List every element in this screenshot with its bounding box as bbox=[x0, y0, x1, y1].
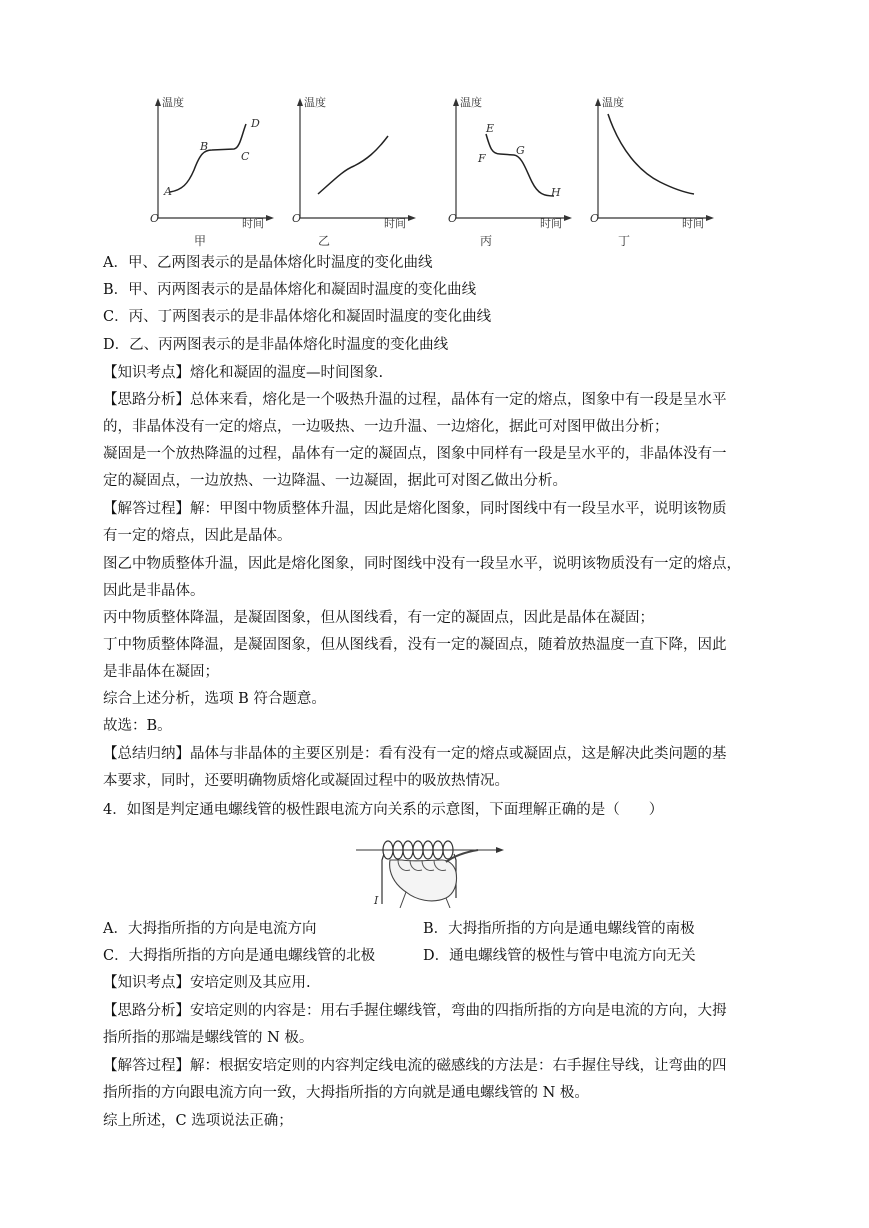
q3-summary-line-1: 【总结归纳】晶体与非晶体的主要区别是：看有没有一定的熔点或凝固点，这是解决此类问题的基 bbox=[103, 746, 727, 762]
graph-jia-point-a: A bbox=[164, 185, 172, 198]
q3-option-d: D．乙、丙两图表示的是非晶体熔化时温度的变化曲线 bbox=[103, 337, 449, 353]
graph-yi-caption: 乙 bbox=[318, 234, 331, 248]
graph-yi bbox=[292, 90, 422, 250]
graph-bing-origin: O bbox=[448, 212, 458, 225]
q3-solution-line-8: 综合上述分析，选项 B 符合题意。 bbox=[103, 691, 326, 707]
graph-ding-x-label: 时间 bbox=[682, 217, 704, 230]
graph-jia-point-c: C bbox=[241, 150, 250, 163]
current-label-bottom: I bbox=[374, 894, 379, 907]
q3-solution-line-2: 有一定的熔点，因此是晶体。 bbox=[103, 528, 292, 544]
q3-option-b: B．甲、丙两图表示的是晶体熔化和凝固时温度的变化曲线 bbox=[103, 282, 477, 298]
graph-ding-origin: O bbox=[590, 212, 600, 225]
graph-jia-caption: 甲 bbox=[194, 234, 207, 248]
q4-analysis-line-2: 指所指的那端是螺线管的 N 极。 bbox=[103, 1030, 314, 1046]
graph-jia-point-b: B bbox=[200, 140, 209, 153]
graph-bing-x-label: 时间 bbox=[540, 217, 562, 230]
q3-option-c: C．丙、丁两图表示的是非晶体熔化和凝固时温度的变化曲线 bbox=[103, 309, 492, 325]
graph-bing-y-label: 温度 bbox=[460, 96, 482, 109]
graph-ding-caption: 丁 bbox=[618, 234, 631, 248]
q3-solution-line-5: 丙中物质整体降温，是凝固图象，但从图线看，有一定的凝固点，因此是晶体在凝固； bbox=[103, 610, 654, 626]
graph-bing-point-h: H bbox=[551, 186, 561, 199]
graph-jia-x-label: 时间 bbox=[242, 217, 264, 230]
graph-jia-y-label: 温度 bbox=[162, 96, 184, 109]
q3-analysis-line-4: 定的凝固点，一边放热、一边降温、一边凝固，据此可对图乙做出分析。 bbox=[103, 473, 567, 489]
q3-solution-line-6: 丁中物质整体降温，是凝固图象，但从图线看，没有一定的凝固点，随着放热温度一直下降，因此 bbox=[103, 637, 727, 653]
q3-analysis-line-1: 【思路分析】总体来看，熔化是一个吸热升温的过程，晶体有一定的熔点，图象中有一段是呈水平 bbox=[103, 392, 727, 408]
q4-option-c: C．大拇指所指的方向是通电螺线管的北极 bbox=[103, 948, 376, 964]
q3-analysis-line-2: 的，非晶体没有一定的熔点，一边吸热、一边升温、一边熔化，据此可对图甲做出分析； bbox=[103, 419, 669, 435]
q4-solution-line-1: 【解答过程】解：根据安培定则的内容判定线电流的磁感线的方法是：右手握住导线，让弯曲的四 bbox=[103, 1058, 727, 1074]
graph-yi-x-label: 时间 bbox=[384, 217, 406, 230]
graph-bing-point-g: G bbox=[516, 144, 525, 157]
graph-jia-point-d: D bbox=[251, 117, 260, 130]
q3-analysis-line-3: 凝固是一个放热降温的过程，晶体有一定的凝固点，图象中同样有一段是呈水平的，非晶体没有一 bbox=[103, 446, 727, 462]
q3-answer: 故选：B。 bbox=[103, 718, 172, 734]
graph-bing bbox=[448, 90, 578, 250]
solenoid-hand-figure bbox=[354, 838, 508, 908]
graph-bing-point-e: E bbox=[486, 122, 495, 135]
q4-solution-line-3: 综上所述，C 选项说法正确； bbox=[103, 1113, 293, 1129]
graph-jia bbox=[150, 90, 280, 250]
q3-option-a: A．甲、乙两图表示的是晶体熔化时温度的变化曲线 bbox=[103, 255, 433, 271]
graph-bing-point-f: F bbox=[478, 152, 486, 165]
q3-solution-line-1: 【解答过程】解：甲图中物质整体升温，因此是熔化图象，同时图线中有一段呈水平，说明该物质 bbox=[103, 501, 727, 517]
q3-summary-line-2: 本要求，同时，还要明确物质熔化或凝固过程中的吸放热情况。 bbox=[103, 773, 509, 789]
graph-yi-origin: O bbox=[292, 212, 302, 225]
q3-solution-line-3: 图乙中物质整体升温，因此是熔化图象，同时图线中没有一段呈水平，说明该物质没有一定的熔点， bbox=[103, 556, 741, 572]
graph-yi-y-label: 温度 bbox=[304, 96, 326, 109]
graphs-figure bbox=[150, 90, 730, 250]
q4-question: 4．如图是判定通电螺线管的极性跟电流方向关系的示意图，下面理解正确的是（ ） bbox=[103, 802, 664, 818]
graph-jia-origin: O bbox=[150, 212, 160, 225]
q4-analysis-line-1: 【思路分析】安培定则的内容是：用右手握住螺线管，弯曲的四指所指的方向是电流的方向，大拇 bbox=[103, 1003, 727, 1019]
graph-ding-y-label: 温度 bbox=[602, 96, 624, 109]
q4-option-d: D．通电螺线管的极性与管中电流方向无关 bbox=[423, 948, 696, 964]
q4-solution-line-2: 指所指的方向跟电流方向一致，大拇指所指的方向就是通电螺线管的 N 极。 bbox=[103, 1085, 589, 1101]
q3-knowledge-point: 【知识考点】熔化和凝固的温度—时间图象. bbox=[103, 365, 384, 381]
q3-solution-line-7: 是非晶体在凝固； bbox=[103, 664, 219, 680]
q3-solution-line-4: 因此是非晶体。 bbox=[103, 583, 205, 599]
q4-option-a: A．大拇指所指的方向是电流方向 bbox=[103, 921, 317, 937]
graph-bing-caption: 丙 bbox=[480, 234, 493, 248]
q4-knowledge-point: 【知识考点】安培定则及其应用. bbox=[103, 975, 311, 991]
q4-option-b: B．大拇指所指的方向是通电螺线管的南极 bbox=[423, 921, 695, 937]
graph-ding bbox=[590, 90, 720, 250]
